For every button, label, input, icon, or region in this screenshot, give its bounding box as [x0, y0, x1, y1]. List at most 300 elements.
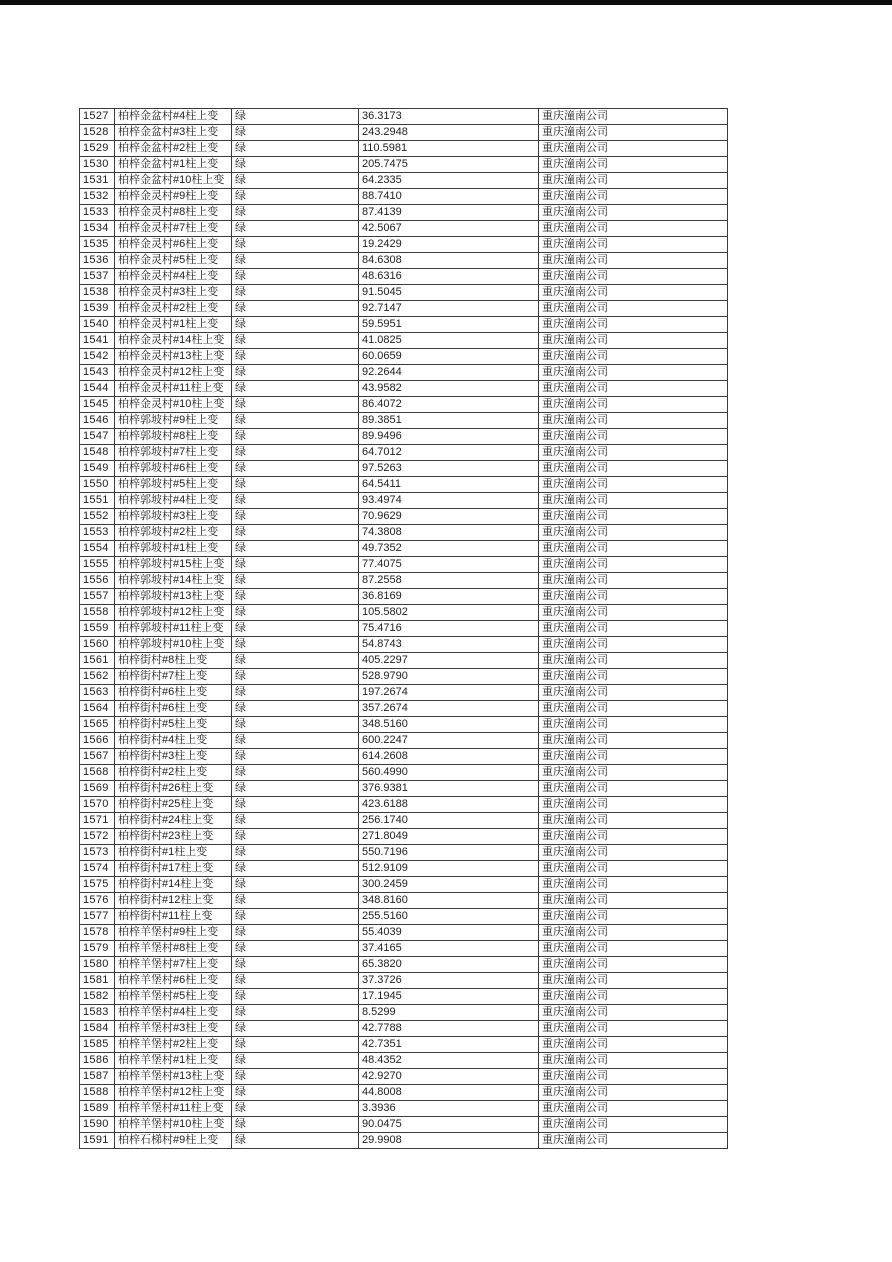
- cell-row-number: 1558: [80, 605, 115, 621]
- table-row: [80, 221, 728, 237]
- cell-status: 绿: [232, 509, 359, 525]
- cell-row-number: 1560: [80, 637, 115, 653]
- cell-company: 重庆潼南公司: [539, 237, 728, 253]
- cell-device-name: 柏梓郭坡村#12柱上变: [115, 605, 232, 621]
- cell-value: 86.4072: [359, 397, 539, 413]
- cell-value: 423.6188: [359, 797, 539, 813]
- cell-device-name: 柏梓金灵村#1柱上变: [115, 317, 232, 333]
- cell-status: 绿: [232, 605, 359, 621]
- cell-row-number: 1567: [80, 749, 115, 765]
- table-row: [80, 605, 728, 621]
- table-row: [80, 749, 728, 765]
- cell-value: 19.2429: [359, 237, 539, 253]
- cell-company: 重庆潼南公司: [539, 973, 728, 989]
- cell-company: 重庆潼南公司: [539, 493, 728, 509]
- cell-company: 重庆潼南公司: [539, 1101, 728, 1117]
- cell-status: 绿: [232, 541, 359, 557]
- cell-status: 绿: [232, 1085, 359, 1101]
- cell-company: 重庆潼南公司: [539, 573, 728, 589]
- table-row: [80, 1037, 728, 1053]
- table-row: [80, 733, 728, 749]
- cell-company: 重庆潼南公司: [539, 317, 728, 333]
- cell-company: 重庆潼南公司: [539, 285, 728, 301]
- cell-status: 绿: [232, 829, 359, 845]
- cell-device-name: 柏梓街村#6柱上变: [115, 701, 232, 717]
- cell-device-name: 柏梓街村#24柱上变: [115, 813, 232, 829]
- cell-row-number: 1564: [80, 701, 115, 717]
- cell-status: 绿: [232, 1101, 359, 1117]
- cell-device-name: 柏梓金灵村#13柱上变: [115, 349, 232, 365]
- cell-company: 重庆潼南公司: [539, 429, 728, 445]
- table-row: [80, 173, 728, 189]
- cell-row-number: 1542: [80, 349, 115, 365]
- cell-company: 重庆潼南公司: [539, 845, 728, 861]
- cell-company: 重庆潼南公司: [539, 685, 728, 701]
- table-row: [80, 301, 728, 317]
- cell-row-number: 1549: [80, 461, 115, 477]
- cell-row-number: 1585: [80, 1037, 115, 1053]
- cell-value: 17.1945: [359, 989, 539, 1005]
- cell-row-number: 1539: [80, 301, 115, 317]
- cell-device-name: 柏梓金灵村#8柱上变: [115, 205, 232, 221]
- cell-row-number: 1591: [80, 1133, 115, 1149]
- table-row: [80, 445, 728, 461]
- cell-company: 重庆潼南公司: [539, 1133, 728, 1149]
- cell-company: 重庆潼南公司: [539, 557, 728, 573]
- cell-status: 绿: [232, 109, 359, 125]
- cell-value: 105.5802: [359, 605, 539, 621]
- cell-row-number: 1590: [80, 1117, 115, 1133]
- table-row: [80, 525, 728, 541]
- cell-row-number: 1581: [80, 973, 115, 989]
- cell-status: 绿: [232, 941, 359, 957]
- cell-status: 绿: [232, 1005, 359, 1021]
- cell-company: 重庆潼南公司: [539, 1053, 728, 1069]
- cell-status: 绿: [232, 637, 359, 653]
- cell-row-number: 1575: [80, 877, 115, 893]
- cell-status: 绿: [232, 141, 359, 157]
- cell-status: 绿: [232, 333, 359, 349]
- cell-device-name: 柏梓郭坡村#6柱上变: [115, 461, 232, 477]
- cell-device-name: 柏梓郭坡村#14柱上变: [115, 573, 232, 589]
- cell-value: 64.7012: [359, 445, 539, 461]
- table-row: [80, 941, 728, 957]
- cell-status: 绿: [232, 669, 359, 685]
- table-row: [80, 573, 728, 589]
- cell-value: 84.6308: [359, 253, 539, 269]
- cell-device-name: 柏梓街村#12柱上变: [115, 893, 232, 909]
- cell-company: 重庆潼南公司: [539, 1085, 728, 1101]
- cell-status: 绿: [232, 173, 359, 189]
- cell-row-number: 1576: [80, 893, 115, 909]
- spreadsheet-table-body: [80, 109, 728, 1149]
- cell-company: 重庆潼南公司: [539, 301, 728, 317]
- table-row: [80, 493, 728, 509]
- table-row: [80, 925, 728, 941]
- cell-status: 绿: [232, 733, 359, 749]
- cell-device-name: 柏梓郭坡村#11柱上变: [115, 621, 232, 637]
- table-row: [80, 237, 728, 253]
- cell-value: 49.7352: [359, 541, 539, 557]
- cell-value: 92.7147: [359, 301, 539, 317]
- cell-device-name: 柏梓羊堡村#2柱上变: [115, 1037, 232, 1053]
- cell-value: 91.5045: [359, 285, 539, 301]
- cell-status: 绿: [232, 1053, 359, 1069]
- cell-device-name: 柏梓金盆村#10柱上变: [115, 173, 232, 189]
- cell-device-name: 柏梓街村#4柱上变: [115, 733, 232, 749]
- cell-status: 绿: [232, 621, 359, 637]
- table-row: [80, 1021, 728, 1037]
- cell-device-name: 柏梓羊堡村#10柱上变: [115, 1117, 232, 1133]
- cell-value: 271.8049: [359, 829, 539, 845]
- cell-device-name: 柏梓金灵村#6柱上变: [115, 237, 232, 253]
- cell-value: 8.5299: [359, 1005, 539, 1021]
- cell-device-name: 柏梓郭坡村#2柱上变: [115, 525, 232, 541]
- cell-value: 110.5981: [359, 141, 539, 157]
- cell-row-number: 1563: [80, 685, 115, 701]
- cell-device-name: 柏梓街村#5柱上变: [115, 717, 232, 733]
- cell-device-name: 柏梓金盆村#4柱上变: [115, 109, 232, 125]
- cell-value: 77.4075: [359, 557, 539, 573]
- cell-device-name: 柏梓金灵村#4柱上变: [115, 269, 232, 285]
- cell-device-name: 柏梓金灵村#10柱上变: [115, 397, 232, 413]
- table-row: [80, 861, 728, 877]
- cell-value: 3.3936: [359, 1101, 539, 1117]
- cell-value: 376.9381: [359, 781, 539, 797]
- cell-device-name: 柏梓郭坡村#1柱上变: [115, 541, 232, 557]
- cell-device-name: 柏梓羊堡村#13柱上变: [115, 1069, 232, 1085]
- cell-company: 重庆潼南公司: [539, 461, 728, 477]
- cell-value: 37.3726: [359, 973, 539, 989]
- cell-company: 重庆潼南公司: [539, 637, 728, 653]
- cell-row-number: 1583: [80, 1005, 115, 1021]
- table-row: [80, 813, 728, 829]
- cell-company: 重庆潼南公司: [539, 141, 728, 157]
- cell-device-name: 柏梓金灵村#2柱上变: [115, 301, 232, 317]
- cell-status: 绿: [232, 973, 359, 989]
- cell-value: 528.9790: [359, 669, 539, 685]
- cell-device-name: 柏梓羊堡村#12柱上变: [115, 1085, 232, 1101]
- cell-value: 36.8169: [359, 589, 539, 605]
- cell-value: 64.5411: [359, 477, 539, 493]
- cell-row-number: 1565: [80, 717, 115, 733]
- table-row: [80, 349, 728, 365]
- cell-value: 42.7788: [359, 1021, 539, 1037]
- cell-value: 357.2674: [359, 701, 539, 717]
- cell-status: 绿: [232, 685, 359, 701]
- cell-device-name: 柏梓金灵村#12柱上变: [115, 365, 232, 381]
- cell-row-number: 1552: [80, 509, 115, 525]
- table-row: [80, 781, 728, 797]
- table-row: [80, 1101, 728, 1117]
- cell-device-name: 柏梓金盆村#3柱上变: [115, 125, 232, 141]
- cell-value: 550.7196: [359, 845, 539, 861]
- cell-company: 重庆潼南公司: [539, 157, 728, 173]
- cell-value: 348.8160: [359, 893, 539, 909]
- cell-device-name: 柏梓羊堡村#11柱上变: [115, 1101, 232, 1117]
- table-row: [80, 957, 728, 973]
- table-row: [80, 1005, 728, 1021]
- cell-status: 绿: [232, 765, 359, 781]
- cell-value: 97.5263: [359, 461, 539, 477]
- table-row: [80, 557, 728, 573]
- cell-device-name: 柏梓金盆村#1柱上变: [115, 157, 232, 173]
- table-row: [80, 317, 728, 333]
- cell-value: 512.9109: [359, 861, 539, 877]
- cell-company: 重庆潼南公司: [539, 701, 728, 717]
- cell-value: 44.8008: [359, 1085, 539, 1101]
- cell-row-number: 1548: [80, 445, 115, 461]
- cell-value: 55.4039: [359, 925, 539, 941]
- table-row: [80, 253, 728, 269]
- cell-status: 绿: [232, 285, 359, 301]
- cell-status: 绿: [232, 909, 359, 925]
- cell-status: 绿: [232, 1021, 359, 1037]
- cell-device-name: 柏梓街村#14柱上变: [115, 877, 232, 893]
- cell-company: 重庆潼南公司: [539, 829, 728, 845]
- table-row: [80, 877, 728, 893]
- table-row: [80, 157, 728, 173]
- cell-status: 绿: [232, 701, 359, 717]
- cell-status: 绿: [232, 1069, 359, 1085]
- cell-row-number: 1579: [80, 941, 115, 957]
- cell-row-number: 1573: [80, 845, 115, 861]
- cell-company: 重庆潼南公司: [539, 269, 728, 285]
- table-row: [80, 1069, 728, 1085]
- table-row: [80, 765, 728, 781]
- cell-company: 重庆潼南公司: [539, 445, 728, 461]
- cell-value: 90.0475: [359, 1117, 539, 1133]
- cell-status: 绿: [232, 125, 359, 141]
- cell-company: 重庆潼南公司: [539, 989, 728, 1005]
- cell-row-number: 1544: [80, 381, 115, 397]
- cell-device-name: 柏梓金灵村#7柱上变: [115, 221, 232, 237]
- cell-value: 92.2644: [359, 365, 539, 381]
- cell-value: 42.7351: [359, 1037, 539, 1053]
- cell-row-number: 1584: [80, 1021, 115, 1037]
- cell-value: 87.2558: [359, 573, 539, 589]
- cell-value: 197.2674: [359, 685, 539, 701]
- cell-value: 41.0825: [359, 333, 539, 349]
- table-row: [80, 429, 728, 445]
- cell-row-number: 1555: [80, 557, 115, 573]
- cell-device-name: 柏梓郭坡村#7柱上变: [115, 445, 232, 461]
- cell-status: 绿: [232, 381, 359, 397]
- cell-device-name: 柏梓金灵村#9柱上变: [115, 189, 232, 205]
- cell-value: 42.5067: [359, 221, 539, 237]
- cell-company: 重庆潼南公司: [539, 589, 728, 605]
- cell-device-name: 柏梓街村#3柱上变: [115, 749, 232, 765]
- cell-status: 绿: [232, 429, 359, 445]
- cell-value: 88.7410: [359, 189, 539, 205]
- cell-row-number: 1535: [80, 237, 115, 253]
- table-row: [80, 669, 728, 685]
- cell-company: 重庆潼南公司: [539, 749, 728, 765]
- cell-status: 绿: [232, 349, 359, 365]
- cell-device-name: 柏梓街村#25柱上变: [115, 797, 232, 813]
- cell-value: 37.4165: [359, 941, 539, 957]
- cell-status: 绿: [232, 589, 359, 605]
- cell-value: 560.4990: [359, 765, 539, 781]
- cell-company: 重庆潼南公司: [539, 413, 728, 429]
- cell-company: 重庆潼南公司: [539, 621, 728, 637]
- table-row: [80, 893, 728, 909]
- cell-company: 重庆潼南公司: [539, 381, 728, 397]
- cell-status: 绿: [232, 525, 359, 541]
- cell-company: 重庆潼南公司: [539, 781, 728, 797]
- cell-row-number: 1587: [80, 1069, 115, 1085]
- cell-status: 绿: [232, 781, 359, 797]
- cell-value: 74.3808: [359, 525, 539, 541]
- table-row: [80, 637, 728, 653]
- cell-value: 29.9908: [359, 1133, 539, 1149]
- table-row: [80, 1053, 728, 1069]
- cell-device-name: 柏梓羊堡村#1柱上变: [115, 1053, 232, 1069]
- cell-device-name: 柏梓街村#26柱上变: [115, 781, 232, 797]
- cell-status: 绿: [232, 253, 359, 269]
- table-row: [80, 189, 728, 205]
- cell-company: 重庆潼南公司: [539, 477, 728, 493]
- cell-status: 绿: [232, 237, 359, 253]
- table-row: [80, 701, 728, 717]
- cell-row-number: 1528: [80, 125, 115, 141]
- cell-status: 绿: [232, 653, 359, 669]
- cell-company: 重庆潼南公司: [539, 669, 728, 685]
- cell-device-name: 柏梓羊堡村#8柱上变: [115, 941, 232, 957]
- cell-device-name: 柏梓街村#8柱上变: [115, 653, 232, 669]
- cell-status: 绿: [232, 717, 359, 733]
- cell-company: 重庆潼南公司: [539, 765, 728, 781]
- cell-value: 60.0659: [359, 349, 539, 365]
- cell-value: 36.3173: [359, 109, 539, 125]
- cell-value: 348.5160: [359, 717, 539, 733]
- cell-status: 绿: [232, 301, 359, 317]
- cell-company: 重庆潼南公司: [539, 397, 728, 413]
- cell-status: 绿: [232, 397, 359, 413]
- cell-row-number: 1559: [80, 621, 115, 637]
- cell-company: 重庆潼南公司: [539, 221, 728, 237]
- cell-company: 重庆潼南公司: [539, 877, 728, 893]
- cell-device-name: 柏梓街村#7柱上变: [115, 669, 232, 685]
- cell-row-number: 1557: [80, 589, 115, 605]
- cell-value: 42.9270: [359, 1069, 539, 1085]
- cell-status: 绿: [232, 157, 359, 173]
- cell-value: 300.2459: [359, 877, 539, 893]
- cell-value: 405.2297: [359, 653, 539, 669]
- cell-company: 重庆潼南公司: [539, 941, 728, 957]
- table-row: [80, 413, 728, 429]
- cell-status: 绿: [232, 461, 359, 477]
- cell-device-name: 柏梓街村#11柱上变: [115, 909, 232, 925]
- cell-device-name: 柏梓羊堡村#6柱上变: [115, 973, 232, 989]
- cell-status: 绿: [232, 749, 359, 765]
- cell-value: 75.4716: [359, 621, 539, 637]
- cell-device-name: 柏梓金灵村#5柱上变: [115, 253, 232, 269]
- cell-company: 重庆潼南公司: [539, 349, 728, 365]
- cell-row-number: 1569: [80, 781, 115, 797]
- table-row: [80, 989, 728, 1005]
- cell-device-name: 柏梓羊堡村#4柱上变: [115, 1005, 232, 1021]
- cell-row-number: 1553: [80, 525, 115, 541]
- cell-row-number: 1536: [80, 253, 115, 269]
- table-row: [80, 845, 728, 861]
- table-row: [80, 109, 728, 125]
- cell-company: 重庆潼南公司: [539, 893, 728, 909]
- cell-status: 绿: [232, 1117, 359, 1133]
- cell-device-name: 柏梓街村#6柱上变: [115, 685, 232, 701]
- cell-row-number: 1566: [80, 733, 115, 749]
- cell-company: 重庆潼南公司: [539, 1037, 728, 1053]
- table-row: [80, 829, 728, 845]
- cell-company: 重庆潼南公司: [539, 525, 728, 541]
- table-row: [80, 589, 728, 605]
- cell-value: 70.9629: [359, 509, 539, 525]
- cell-value: 89.9496: [359, 429, 539, 445]
- cell-value: 600.2247: [359, 733, 539, 749]
- cell-row-number: 1556: [80, 573, 115, 589]
- cell-company: 重庆潼南公司: [539, 1117, 728, 1133]
- cell-row-number: 1580: [80, 957, 115, 973]
- page-top-bar: [0, 0, 892, 5]
- cell-status: 绿: [232, 365, 359, 381]
- cell-row-number: 1532: [80, 189, 115, 205]
- table-row: [80, 509, 728, 525]
- cell-company: 重庆潼南公司: [539, 205, 728, 221]
- cell-company: 重庆潼南公司: [539, 541, 728, 557]
- cell-value: 43.9582: [359, 381, 539, 397]
- cell-device-name: 柏梓羊堡村#3柱上变: [115, 1021, 232, 1037]
- cell-status: 绿: [232, 269, 359, 285]
- cell-status: 绿: [232, 813, 359, 829]
- table-row: [80, 717, 728, 733]
- table-row: [80, 541, 728, 557]
- table-row: [80, 653, 728, 669]
- cell-status: 绿: [232, 925, 359, 941]
- table-row: [80, 973, 728, 989]
- cell-company: 重庆潼南公司: [539, 813, 728, 829]
- table-row: [80, 621, 728, 637]
- cell-row-number: 1582: [80, 989, 115, 1005]
- cell-company: 重庆潼南公司: [539, 253, 728, 269]
- cell-company: 重庆潼南公司: [539, 717, 728, 733]
- cell-status: 绿: [232, 989, 359, 1005]
- cell-status: 绿: [232, 861, 359, 877]
- cell-value: 614.2608: [359, 749, 539, 765]
- table-row: [80, 461, 728, 477]
- cell-device-name: 柏梓石梯村#9柱上变: [115, 1133, 232, 1149]
- cell-company: 重庆潼南公司: [539, 733, 728, 749]
- table-row: [80, 269, 728, 285]
- table-row: [80, 1085, 728, 1101]
- cell-status: 绿: [232, 221, 359, 237]
- cell-status: 绿: [232, 189, 359, 205]
- cell-company: 重庆潼南公司: [539, 125, 728, 141]
- cell-company: 重庆潼南公司: [539, 333, 728, 349]
- cell-row-number: 1561: [80, 653, 115, 669]
- cell-row-number: 1586: [80, 1053, 115, 1069]
- cell-row-number: 1530: [80, 157, 115, 173]
- cell-row-number: 1588: [80, 1085, 115, 1101]
- cell-row-number: 1529: [80, 141, 115, 157]
- cell-device-name: 柏梓羊堡村#9柱上变: [115, 925, 232, 941]
- cell-device-name: 柏梓羊堡村#7柱上变: [115, 957, 232, 973]
- table-row: [80, 1133, 728, 1149]
- cell-status: 绿: [232, 317, 359, 333]
- cell-device-name: 柏梓金灵村#3柱上变: [115, 285, 232, 301]
- cell-company: 重庆潼南公司: [539, 109, 728, 125]
- cell-value: 243.2948: [359, 125, 539, 141]
- cell-status: 绿: [232, 445, 359, 461]
